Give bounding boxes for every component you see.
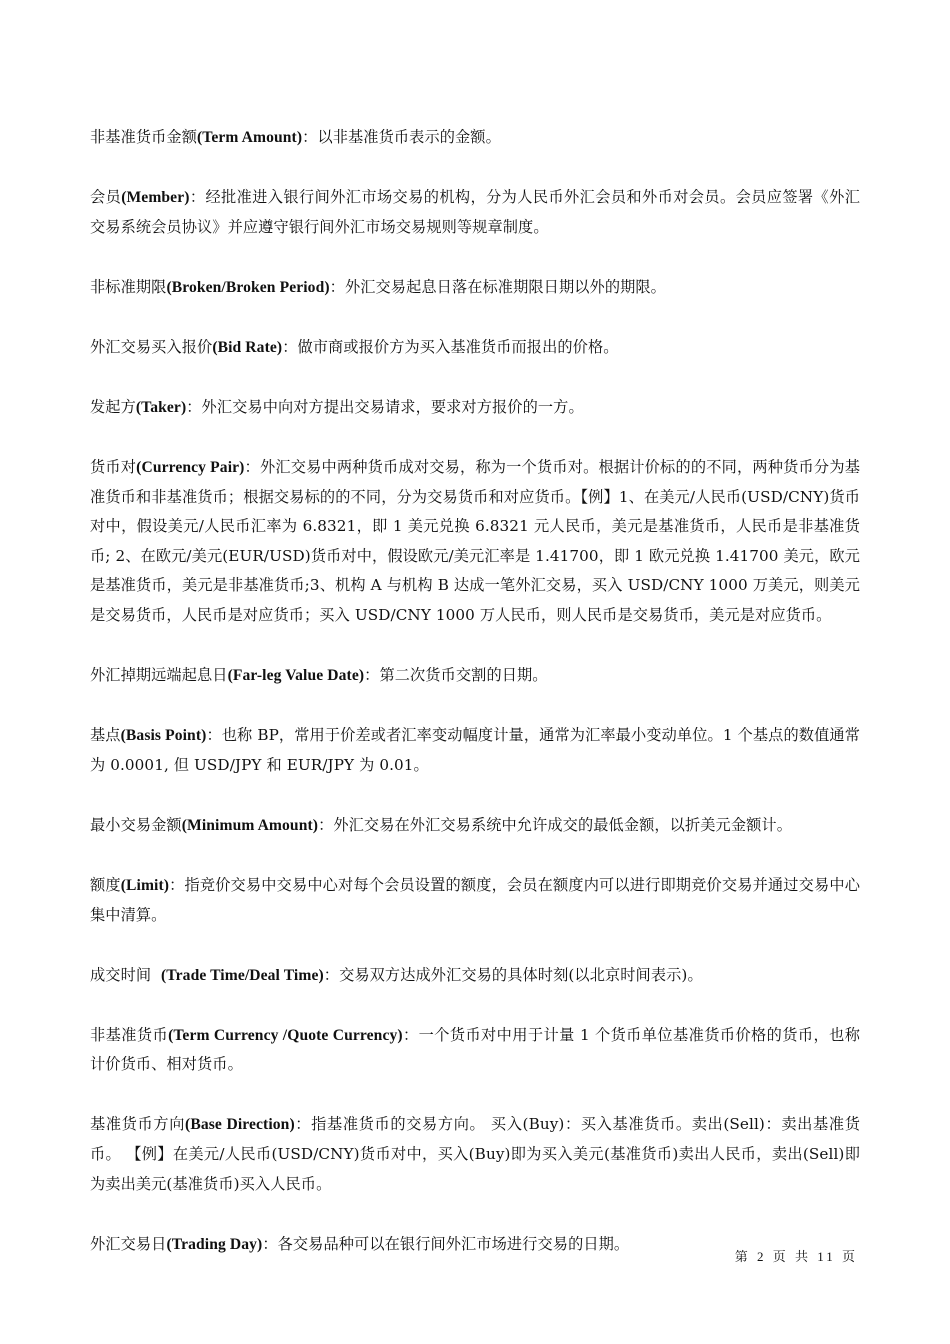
entry-definition: 外汇交易起息日落在标准期限日期以外的期限。 xyxy=(344,277,666,296)
glossary-entry-base-direction xyxy=(90,1110,860,1199)
entry-term: 会员(Member)： xyxy=(90,188,206,207)
glossary-entry-term-currency xyxy=(90,1021,860,1080)
page-number: 第 2 页 共 11 页 xyxy=(734,1249,858,1264)
entry-definition: 各交易品种可以在银行间外汇市场进行交易的日期。 xyxy=(277,1234,630,1253)
glossary-entry-minimum-amount xyxy=(90,811,860,841)
entry-term: 非基准货币(Term Currency /Quote Currency)： xyxy=(90,1025,419,1044)
entry-definition: 外汇交易在外汇交易系统中允许成交的最低金额，以折美元金额计。 xyxy=(333,815,792,834)
entry-term: 非标准期限(Broken/Broken Period)： xyxy=(90,277,345,296)
glossary-entry-limit xyxy=(90,871,860,930)
entry-term: 非基准货币金额(Term Amount)： xyxy=(90,128,318,146)
glossary-entry-basis-point xyxy=(90,721,860,780)
entry-term: 发起方(Taker)： xyxy=(90,397,202,416)
glossary-entry-currency-pair xyxy=(90,453,860,631)
entry-term: 最小交易金额(Minimum Amount)： xyxy=(90,815,334,834)
entry-term: 基准货币方向(Base Direction)： xyxy=(90,1115,312,1134)
entry-definition: 做市商或报价方为买入基准货币而报出的价格。 xyxy=(297,337,619,356)
entry-definition: 交易双方达成外汇交易的具体时刻(以北京时间表示)。 xyxy=(339,965,703,984)
glossary-entry-bid-rate xyxy=(90,333,860,363)
entry-definition: 外汇交易中两种货币成对交易，称为一个货币对。根据计价标的的不同，两种货币分为基准货币和非基准货币；根据交易标的的不同，分为交易货币和对应货币。【例】1、在美元/人民币(USD/CNY)货币对中，假设美元/人民币汇率为 6.8321，即 1 美元兑换 6.8321 元人民币，美元是基准货币，人民币是非基准货币; 2、在欧元/美元(EUR/USD)货币对中，假设欧元/美元汇率是 1.41700，即 1 欧元兑换 1.41700 美元，欧元是基准货币，美元是非基准货币;3、机构 A 与机构 B 达成一笔外汇交易，买入 USD/CNY 1000 万美元，则美元是交易货币，人民币是对应货币；买入 USD/CNY 1000 万人民币，则人民币是交易货币，美元是对应货币。 xyxy=(90,458,860,625)
entry-term: 外汇交易日(Trading Day)： xyxy=(90,1234,278,1253)
glossary-entry-trade-time xyxy=(90,961,860,991)
entry-term: 基点(Basis Point)： xyxy=(90,726,222,745)
glossary-entry-taker xyxy=(90,393,860,423)
glossary-entry-member xyxy=(90,183,860,242)
entry-term: 外汇掉期远端起息日(Far-leg Value Date)： xyxy=(90,666,380,685)
entry-term: 货币对(Currency Pair)： xyxy=(90,458,260,477)
entry-definition: 第二次货币交割的日期。 xyxy=(379,666,548,685)
entry-definition: 以非基准货币表示的金额。 xyxy=(317,128,501,146)
glossary-entry-term-amount xyxy=(90,123,860,153)
entry-definition: 外汇交易中向对方提出交易请求，要求对方报价的一方。 xyxy=(201,397,584,416)
entry-definition: 也称 BP，常用于价差或者汇率变动幅度计量，通常为汇率最小变动单位。1 个基点的数值通常为 0.0001, 但 USD/JPY 和 EUR/JPY 为 0.01。 xyxy=(90,726,860,774)
glossary-entry-far-leg-value-date xyxy=(90,661,860,691)
entry-term: 额度(Limit)： xyxy=(90,876,185,894)
entry-definition: 指竞价交易中交易中心对每个会员设置的额度，会员在额度内可以进行即期竞价交易并通过交易中心集中清算。 xyxy=(90,876,860,924)
entry-definition: 一个货币对中用于计量 1 个货币单位基准货币价格的货币，也称计价货币、相对货币。 xyxy=(90,1025,861,1074)
entry-term: 外汇交易买入报价(Bid Rate)： xyxy=(90,337,298,356)
document-body xyxy=(90,123,860,1290)
entry-definition: 指基准货币的交易方向。 买入(Buy)：买入基准货币。卖出(Sell)：卖出基准货币。 【例】在美元/人民币(USD/CNY)货币对中，买入(Buy)即为买入美元(基准货币)卖出人民币，卖出(Sell)即为卖出美元(基准货币)买入人民币。 xyxy=(90,1115,860,1193)
entry-term: 成交时间 (Trade Time/Deal Time)： xyxy=(90,965,340,984)
entry-definition: 经批准进入银行间外汇市场交易的机构，分为人民币外汇会员和外币对会员。会员应签署《外汇交易系统会员协议》并应遵守银行间外汇市场交易规则等规章制度。 xyxy=(90,188,860,236)
glossary-entry-broken-period xyxy=(90,273,860,303)
